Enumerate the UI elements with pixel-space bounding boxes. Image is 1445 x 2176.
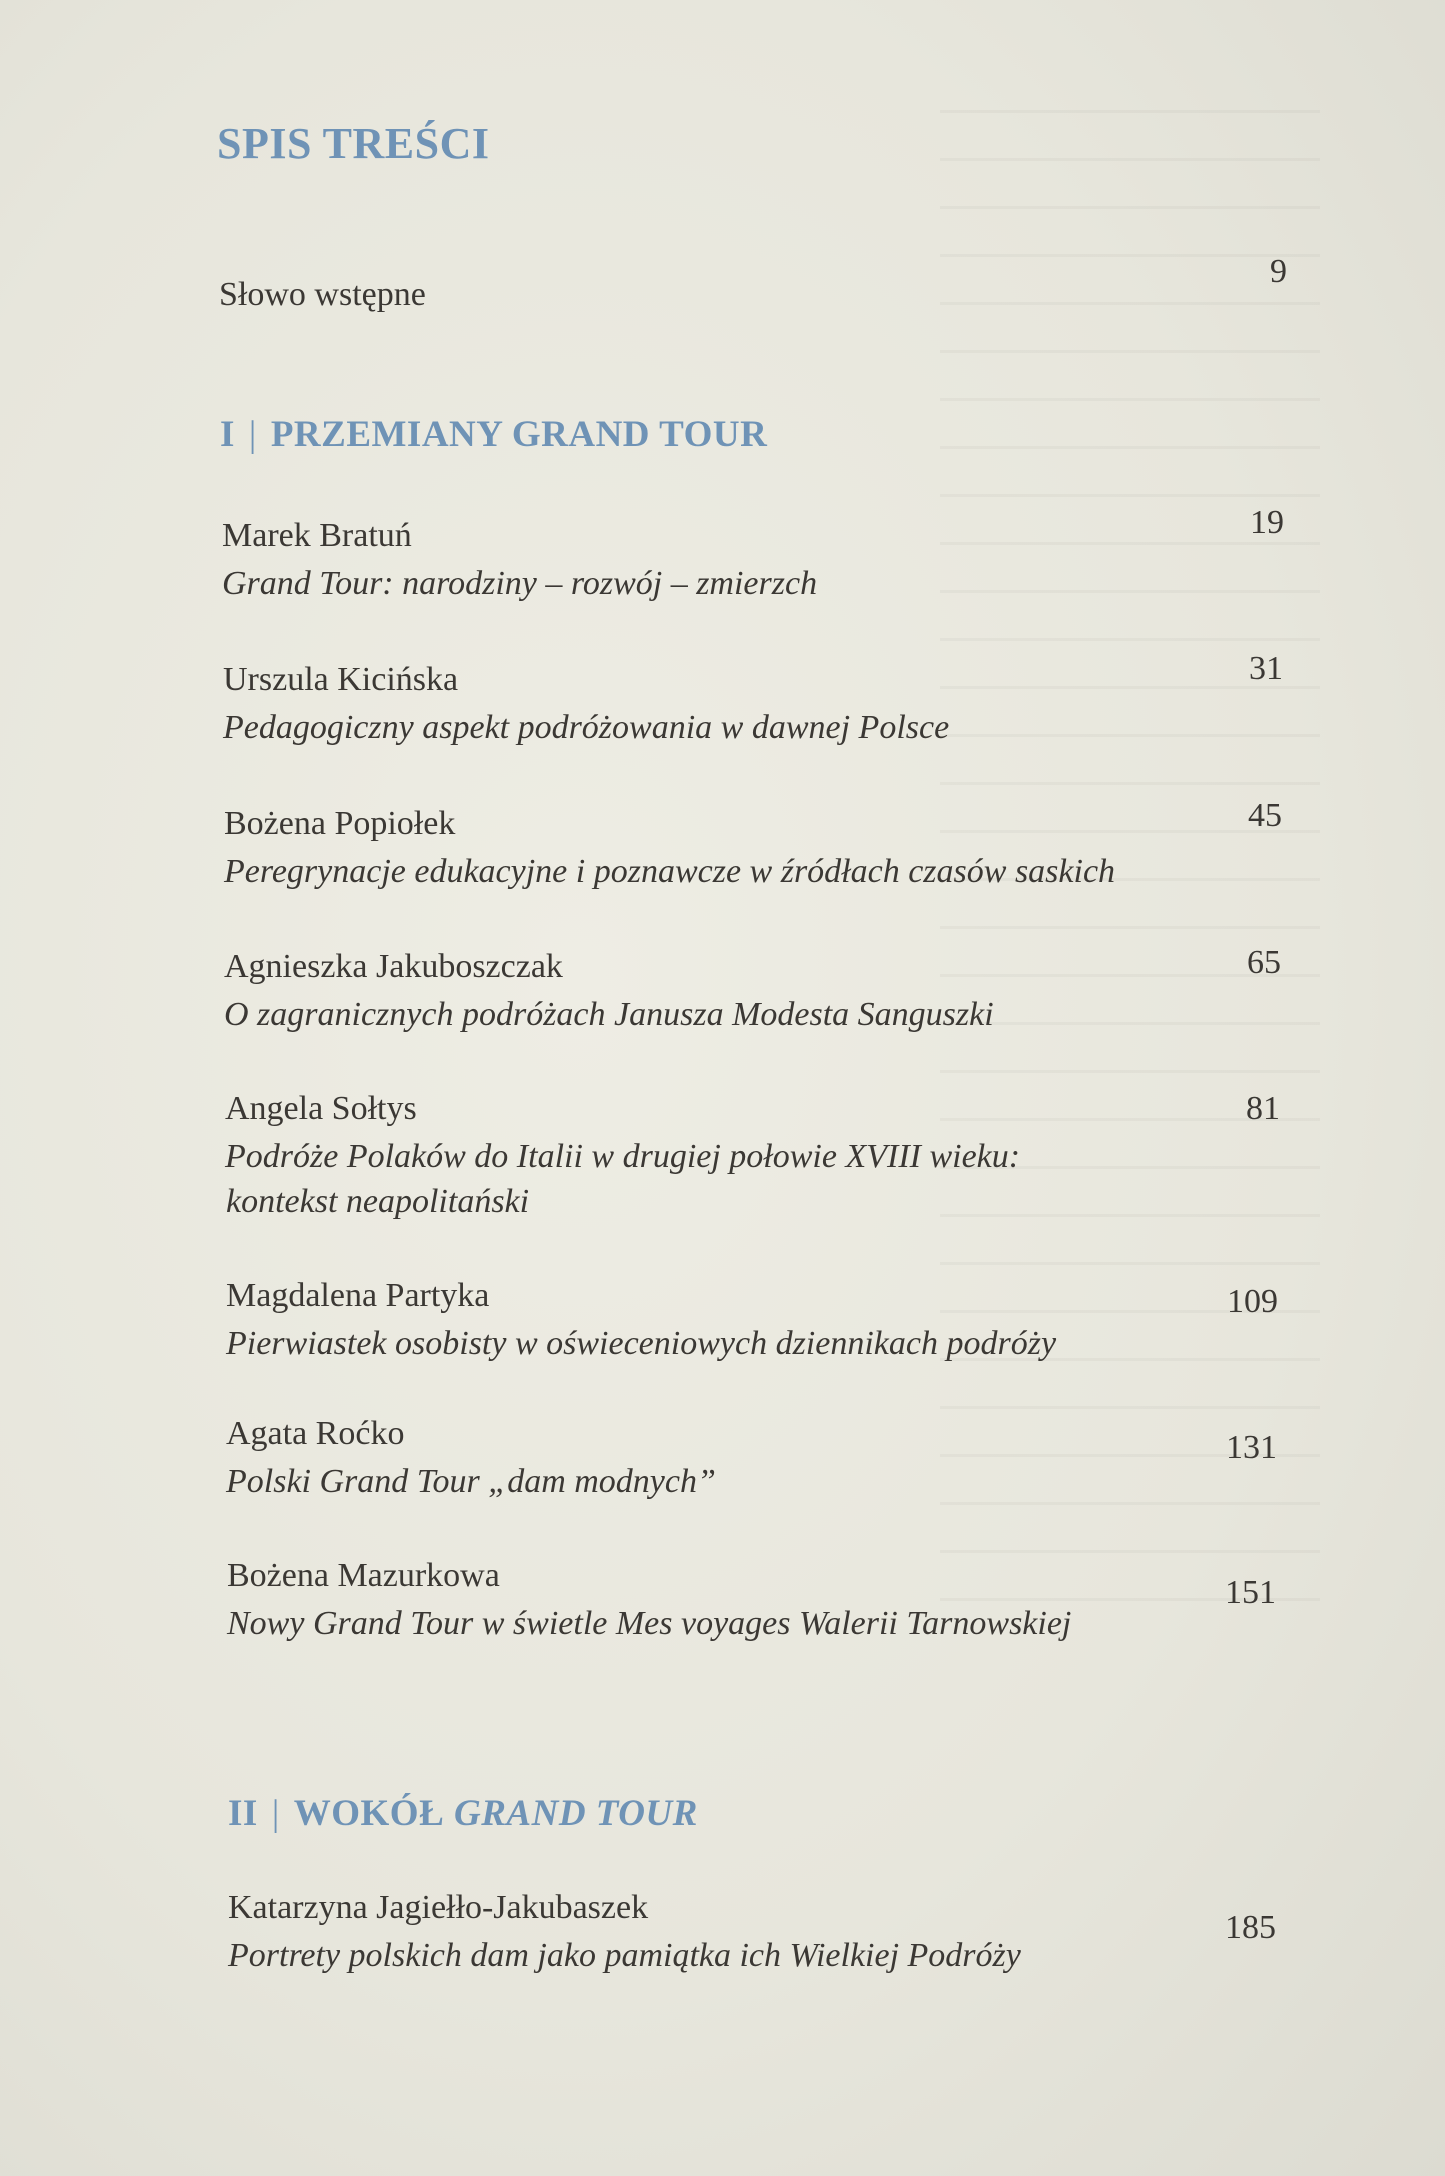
entry-title: O zagranicznych podróżach Janusza Modesta Sanguszki: [224, 996, 994, 1033]
entry-author: Magdalena Partyka: [226, 1277, 490, 1314]
entry-title: Pedagogiczny aspekt podróżowania w dawnej Polsce: [223, 709, 950, 746]
entry-author: Agnieszka Jakuboszczak: [224, 948, 563, 985]
entry-title-continued: kontekst neapolitański: [226, 1183, 530, 1220]
entry-title: Pierwiastek osobisty w oświeceniowych dziennikach podróży: [226, 1325, 1057, 1362]
entry-author: Angela Sołtys: [225, 1090, 417, 1127]
entry-page-number: 81: [1246, 1090, 1280, 1127]
intro-page-number: 9: [1270, 253, 1287, 290]
part-1-heading: [220, 413, 767, 456]
entry-page-number: 31: [1249, 650, 1283, 687]
entry-title: Portrety polskich dam jako pamiątka ich Wielkiej Podróży: [228, 1937, 1021, 1974]
part-2-separator: |: [271, 1793, 280, 1834]
entry-title: Peregrynacje edukacyjne i poznawcze w źródłach czasów saskich: [224, 853, 1116, 890]
entry-author: Katarzyna Jagiełło-Jakubaszek: [228, 1889, 649, 1926]
entry-author: Marek Bratuń: [222, 517, 412, 554]
entry-author: Urszula Kicińska: [223, 661, 459, 698]
entry-title: Polski Grand Tour „dam modnych”: [226, 1463, 716, 1500]
entry-title: Grand Tour: narodziny – rozwój – zmierzch: [222, 565, 818, 602]
part-1-separator: |: [248, 414, 257, 455]
entry-page-number: 19: [1250, 504, 1284, 541]
part-2-title-prefix: WOKÓŁ: [293, 1793, 445, 1834]
entry-author: Agata Roćko: [226, 1415, 405, 1452]
entry-page-number: 151: [1225, 1574, 1276, 1611]
entry-title: Podróże Polaków do Italii w drugiej połowie XVIII wieku:: [225, 1138, 1021, 1175]
entry-page-number: 65: [1247, 944, 1281, 981]
entry-title: Nowy Grand Tour w świetle Mes voyages Walerii Tarnowskiej: [227, 1605, 1072, 1642]
intro-label: Słowo wstępne: [219, 276, 426, 313]
toc-title: SPIS TREŚCI: [217, 119, 490, 168]
part-2-number: II: [228, 1793, 258, 1834]
entry-page-number: 45: [1248, 797, 1282, 834]
entry-page-number: 185: [1225, 1909, 1276, 1946]
part-2-heading: [228, 1792, 698, 1835]
part-2-title-italic: GRAND TOUR: [454, 1793, 698, 1834]
entry-author: Bożena Popiołek: [224, 805, 456, 842]
entry-author: Bożena Mazurkowa: [227, 1557, 500, 1594]
entry-page-number: 131: [1226, 1429, 1277, 1466]
part-1-number: I: [220, 414, 235, 455]
entry-page-number: 109: [1227, 1283, 1278, 1320]
part-1-title: PRZEMIANY GRAND TOUR: [270, 414, 768, 455]
